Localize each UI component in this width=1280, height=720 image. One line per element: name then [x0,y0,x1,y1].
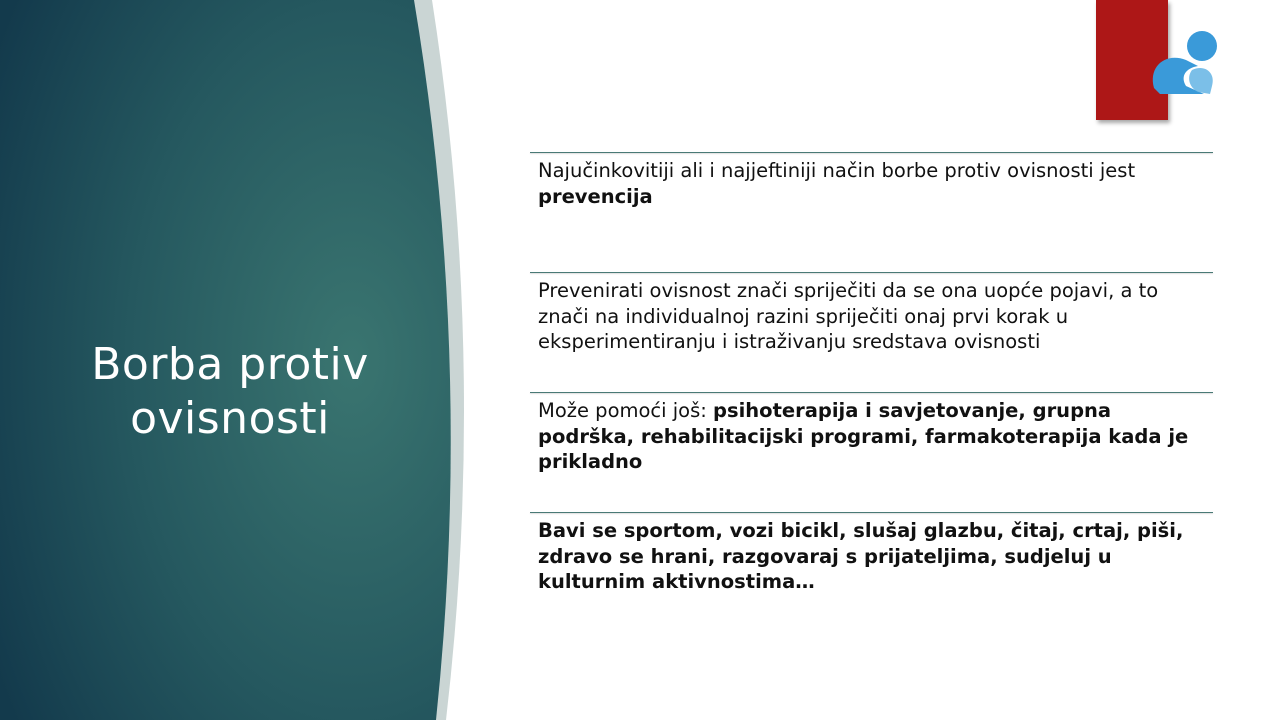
bullet-bold-text: prevencija [538,184,653,208]
bullet-bold-text: psihoterapija i savjetovanje, grupna podrška, rehabilitacijski programi, farmakoterapija kada je prikladno [538,399,1189,473]
bullet-text: Najučinkovitiji ali i najjeftiniji način borbe protiv ovisnosti jest [538,159,1136,182]
bullet-bold-text: Bavi se sportom, vozi bicikl, slušaj glazbu, čitaj, crtaj, piši, zdravo se hrani, razgovaraj s prijateljima, sudjeluj u kulturnim aktivnostima… [538,519,1184,593]
bullet-item-therapy [530,392,1213,512]
bullet-text: Može pomoći još: [538,399,714,422]
bullet-item-prevention [530,152,1213,272]
bullet-list [530,152,1213,632]
bullet-item-activities [530,512,1213,632]
bullet-item-prevent-addiction [530,272,1213,392]
bullet-text: Prevenirati ovisnost znači spriječiti da se ona uopće pojavi, a to znači na individualnoj razini spriječiti onaj prvi korak u eksperimentiranju i istraživanju sredstava ovisnosti [538,279,1159,353]
person-logo-icon [1146,30,1226,96]
slide-title: Borba protiv ovisnosti [91,339,369,444]
